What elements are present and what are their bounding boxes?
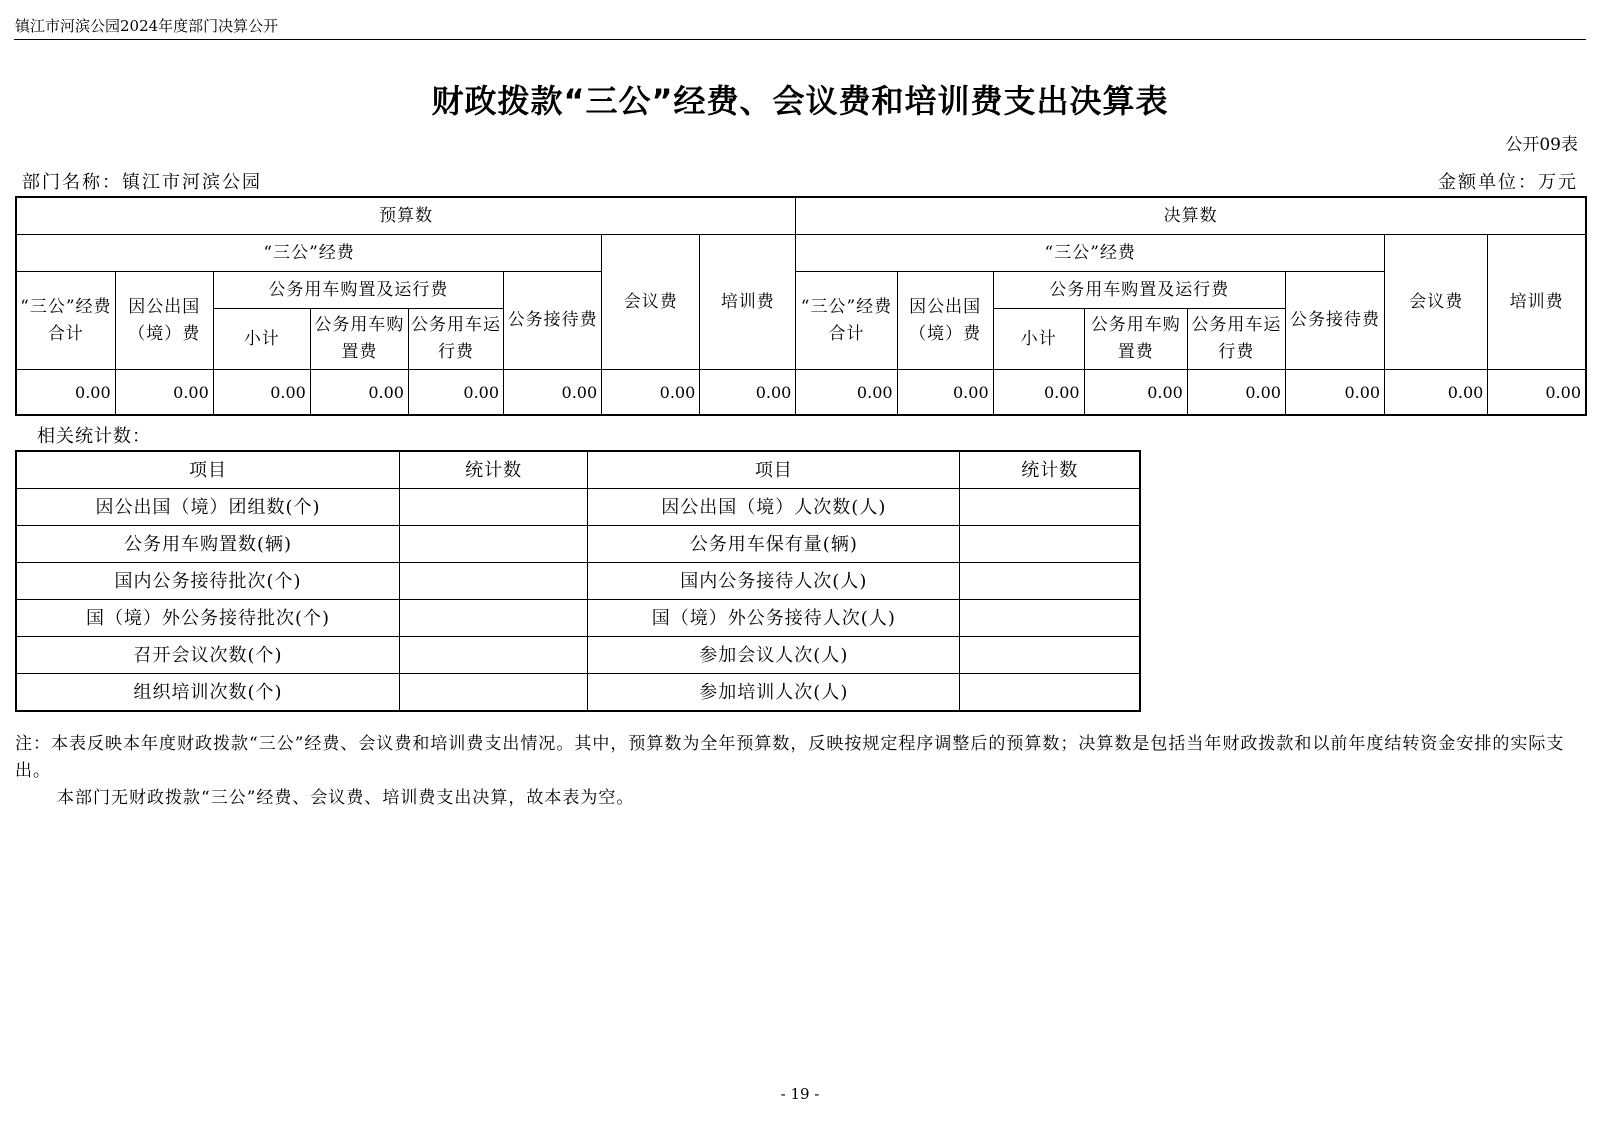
- value-cell: 0.00: [897, 370, 993, 416]
- stats-count: [960, 489, 1140, 526]
- stats-item: 公务用车购置数(辆): [16, 526, 400, 563]
- stats-item: 组织培训次数(个): [16, 674, 400, 712]
- table-row: [16, 563, 1140, 600]
- stats-item: 参加培训人次(人): [588, 674, 960, 712]
- budget-vehicle-purchase-header: 公务用车购置费: [310, 309, 408, 370]
- value-cell: 0.00: [993, 370, 1084, 416]
- stats-item: 因公出国（境）人次数(人): [588, 489, 960, 526]
- value-cell: 0.00: [796, 370, 897, 416]
- value-cell: 0.00: [115, 370, 213, 416]
- value-cell: 0.00: [1187, 370, 1285, 416]
- value-cell: 0.00: [700, 370, 796, 416]
- budget-header: 预算数: [16, 197, 796, 235]
- budget-training-header: 培训费: [700, 235, 796, 370]
- stats-count: [960, 674, 1140, 712]
- stats-item: 召开会议次数(个): [16, 637, 400, 674]
- value-cell: 0.00: [1488, 370, 1586, 416]
- stats-item: 国内公务接待批次(个): [16, 563, 400, 600]
- budget-vehicle-header: 公务用车购置及运行费: [213, 272, 503, 309]
- budget-sangong-header: “三公”经费: [16, 235, 602, 272]
- table-row: [16, 526, 1140, 563]
- table-row: [16, 600, 1140, 637]
- footnote-line: 本部门无财政拨款“三公”经费、会议费、培训费支出决算，故本表为空。: [57, 788, 635, 808]
- final-sangong-header: “三公”经费: [796, 235, 1385, 272]
- stats-count: [960, 637, 1140, 674]
- budget-subtotal-header: 小计: [213, 309, 310, 370]
- stats-item: 公务用车保有量(辆): [588, 526, 960, 563]
- header-rule: [14, 39, 1586, 40]
- stats-count: [400, 637, 588, 674]
- final-vehicle-run-header: 公务用车运行费: [1187, 309, 1285, 370]
- budget-vehicle-run-header: 公务用车运行费: [408, 309, 503, 370]
- final-meeting-header: 会议费: [1385, 235, 1488, 370]
- stats-head-item: 项目: [16, 451, 400, 489]
- final-vehicle-header: 公务用车购置及运行费: [993, 272, 1285, 309]
- table-row: [16, 370, 1586, 416]
- final-vehicle-purchase-header: 公务用车购置费: [1084, 309, 1187, 370]
- stats-item: 国内公务接待人次(人): [588, 563, 960, 600]
- stats-item: 国（境）外公务接待批次(个): [16, 600, 400, 637]
- stats-count: [400, 600, 588, 637]
- page-number: - 19 -: [780, 1085, 820, 1103]
- final-header: 决算数: [796, 197, 1586, 235]
- stats-count: [960, 526, 1140, 563]
- stats-head-count: 统计数: [400, 451, 588, 489]
- table-row: [16, 637, 1140, 674]
- value-cell: 0.00: [504, 370, 602, 416]
- final-subtotal-header: 小计: [993, 309, 1084, 370]
- value-cell: 0.00: [602, 370, 700, 416]
- footnote-line: 注：本表反映本年度财政拨款“三公”经费、会议费和培训费支出情况。其中，预算数为全年预算数，反映按规定程序调整后的预算数；决算数是包括当年财政拨款和以前年度结转资金安排的实际支出。: [15, 734, 1565, 781]
- amount-unit: 金额单位：万元: [1438, 172, 1578, 193]
- table-number: 公开09表: [1505, 135, 1578, 155]
- value-cell: 0.00: [310, 370, 408, 416]
- final-training-header: 培训费: [1488, 235, 1586, 370]
- value-cell: 0.00: [1385, 370, 1488, 416]
- budget-meeting-header: 会议费: [602, 235, 700, 370]
- stats-count: [400, 526, 588, 563]
- value-cell: 0.00: [213, 370, 310, 416]
- footnote: [15, 731, 1587, 812]
- final-abroad-header: 因公出国（境）费: [897, 272, 993, 370]
- budget-abroad-header: 因公出国（境）费: [115, 272, 213, 370]
- table-row: [16, 674, 1140, 712]
- value-cell: 0.00: [16, 370, 115, 416]
- stats-table: [15, 450, 1141, 712]
- budget-sangong-total-header: “三公”经费合计: [16, 272, 115, 370]
- stats-count: [400, 674, 588, 712]
- final-sangong-total-header: “三公”经费合计: [796, 272, 897, 370]
- final-reception-header: 公务接待费: [1285, 272, 1384, 370]
- running-header: 镇江市河滨公园2024年度部门决算公开: [15, 17, 279, 35]
- stats-item: 参加会议人次(人): [588, 637, 960, 674]
- value-cell: 0.00: [408, 370, 503, 416]
- value-cell: 0.00: [1285, 370, 1384, 416]
- page-title: 财政拨款“三公”经费、会议费和培训费支出决算表: [431, 82, 1169, 120]
- stats-item: 因公出国（境）团组数(个): [16, 489, 400, 526]
- budget-reception-header: 公务接待费: [504, 272, 602, 370]
- department-name: 部门名称：镇江市河滨公园: [22, 172, 262, 193]
- stats-count: [400, 563, 588, 600]
- stats-count: [400, 489, 588, 526]
- table-row: [16, 489, 1140, 526]
- stats-head-count: 统计数: [960, 451, 1140, 489]
- stats-count: [960, 600, 1140, 637]
- stats-label: 相关统计数：: [37, 426, 151, 447]
- stats-item: 国（境）外公务接待人次(人): [588, 600, 960, 637]
- stats-head-item: 项目: [588, 451, 960, 489]
- stats-count: [960, 563, 1140, 600]
- value-cell: 0.00: [1084, 370, 1187, 416]
- expenditure-table: [15, 196, 1587, 416]
